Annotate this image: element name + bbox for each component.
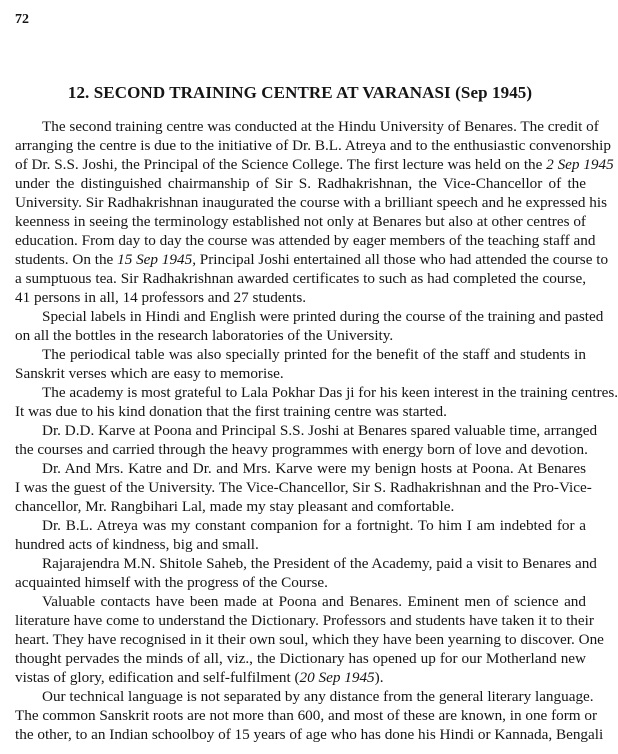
text-segment: Valuable contacts have been made at Poona and Benares. Eminent men of science and xyxy=(42,593,586,610)
text-line xyxy=(15,649,586,668)
paragraph xyxy=(15,117,614,307)
text-segment: Dr. D.D. Karve at Poona and Principal S.S. Joshi at Benares spared valuable time, arranged xyxy=(42,422,598,439)
text-line xyxy=(15,383,618,402)
text-segment: Sanskrit verses which are easy to memorise. xyxy=(15,365,284,382)
text-line xyxy=(15,630,604,649)
text-line xyxy=(15,307,604,326)
text-segment: the other, to an Indian schoolboy of 15 years of age who has done his Hindi or Kannada, Bengali xyxy=(15,726,604,743)
text-segment: heart. They have recognised in it their own soul, which they have been yearning to discover. One xyxy=(15,631,604,648)
text-line xyxy=(15,155,614,174)
text-segment: The academy is most grateful to Lala Pokhar Das ji for his keen interest in the training centres. xyxy=(42,384,618,401)
text-line xyxy=(15,231,596,250)
text-line xyxy=(15,345,586,364)
text-line xyxy=(15,440,586,459)
text-line xyxy=(15,516,586,535)
text-line xyxy=(15,592,586,611)
text-segment: under the distinguished chairmanship of Sir S. Radhakrishnan, the Vice-Chancellor of the xyxy=(15,175,586,192)
text-segment: , Principal Joshi entertained all those who had attended the course to xyxy=(192,251,609,268)
paragraph xyxy=(15,345,586,383)
paragraph xyxy=(15,459,592,516)
text-segment: on all the bottles in the research laboratories of the University. xyxy=(15,327,394,344)
text-segment: chancellor, Mr. Rangbihari Lal, made my stay pleasant and comfortable. xyxy=(15,498,455,515)
text-segment: education. From day to day the course was attended by eager members of the teaching staff and xyxy=(15,232,596,249)
text-line xyxy=(15,193,608,212)
body-text xyxy=(15,117,618,744)
text-segment: vistas of glory, edification and self-fulfilment ( xyxy=(15,669,300,686)
text-line xyxy=(15,459,586,478)
text-line xyxy=(15,478,592,497)
italic-date: 15 Sep 1945 xyxy=(117,251,193,268)
text-segment: of Dr. S.S. Joshi, the Principal of the Science College. The first lecture was held on the xyxy=(15,156,547,173)
italic-date: 2 Sep 1945 xyxy=(546,156,614,173)
text-segment: University. Sir Radhakrishnan inaugurated the course with a brilliant speech and he expressed his xyxy=(15,194,608,211)
paragraph xyxy=(15,592,604,687)
text-line xyxy=(15,269,586,288)
text-segment: a sumptuous tea. Sir Radhakrishnan awarded certificates to such as had completed the course, xyxy=(15,270,586,287)
text-line xyxy=(15,535,586,554)
italic-date: 20 Sep 1945 xyxy=(299,669,375,686)
text-segment: Rajarajendra M.N. Shitole Saheb, the President of the Academy, paid a visit to Benares and xyxy=(42,555,597,572)
text-segment: The second training centre was conducted at the Hindu University of Benares. The credit of xyxy=(42,118,599,135)
text-line xyxy=(15,288,586,307)
text-segment: ). xyxy=(374,669,384,686)
paragraph xyxy=(15,421,598,459)
paragraph xyxy=(15,687,604,744)
text-line xyxy=(15,364,586,383)
text-line xyxy=(15,174,586,193)
text-line xyxy=(15,687,594,706)
text-segment: Dr. And Mrs. Katre and Dr. and Mrs. Karve were my benign hosts at Poona. At Benares xyxy=(42,460,586,477)
text-line xyxy=(15,611,594,630)
text-line xyxy=(15,706,598,725)
text-segment: It was due to his kind donation that the first training centre was started. xyxy=(15,403,447,420)
text-segment: thought pervades the minds of all, viz., the Dictionary has opened up for our Motherland new xyxy=(15,650,586,667)
text-line xyxy=(15,326,586,345)
text-line xyxy=(15,136,611,155)
text-line xyxy=(15,117,599,136)
text-segment: Dr. B.L. Atreya was my constant companion for a fortnight. To him I am indebted for a xyxy=(42,517,586,534)
text-segment: keenness in seeing the terminology established not only at Benares but also at other centres of xyxy=(15,213,586,230)
text-line xyxy=(15,402,586,421)
text-line xyxy=(15,668,586,687)
text-line xyxy=(15,497,586,516)
paragraph xyxy=(15,383,618,421)
text-segment: Special labels in Hindi and English were printed during the course of the training and pasted xyxy=(42,308,604,325)
text-line xyxy=(15,573,586,592)
text-segment: The common Sanskrit roots are not more than 600, and most of these are known, in one form or xyxy=(15,707,598,724)
text-segment: hundred acts of kindness, big and small. xyxy=(15,536,259,553)
text-segment: arranging the centre is due to the initiative of Dr. B.L. Atreya and to the enthusiastic convenorship xyxy=(15,137,611,154)
text-line xyxy=(15,212,586,231)
text-segment: The periodical table was also specially printed for the benefit of the staff and students in xyxy=(42,346,586,363)
paragraph xyxy=(15,307,604,345)
text-line xyxy=(15,421,598,440)
text-segment: acquainted himself with the progress of the Course. xyxy=(15,574,328,591)
chapter-title: 12. SECOND TRAINING CENTRE AT VARANASI (Sep 1945) xyxy=(67,83,533,102)
page-number: 72 xyxy=(15,12,29,27)
text-segment: the courses and carried through the heavy programmes with energy born of love and devotion. xyxy=(15,441,588,458)
text-segment: I was the guest of the University. The Vice-Chancellor, Sir S. Radhakrishnan and the Pro-Vice- xyxy=(15,479,592,496)
text-line xyxy=(15,250,609,269)
text-line xyxy=(15,725,604,744)
text-segment: literature have come to understand the Dictionary. Professors and students have taken it to their xyxy=(15,612,594,629)
text-segment: Our technical language is not separated by any distance from the general literary language. xyxy=(42,688,594,705)
text-segment: students. On the xyxy=(15,251,118,268)
paragraph xyxy=(15,516,586,554)
paragraph xyxy=(15,554,597,592)
text-line xyxy=(15,554,597,573)
text-segment: 41 persons in all, 14 professors and 27 students. xyxy=(15,289,307,306)
